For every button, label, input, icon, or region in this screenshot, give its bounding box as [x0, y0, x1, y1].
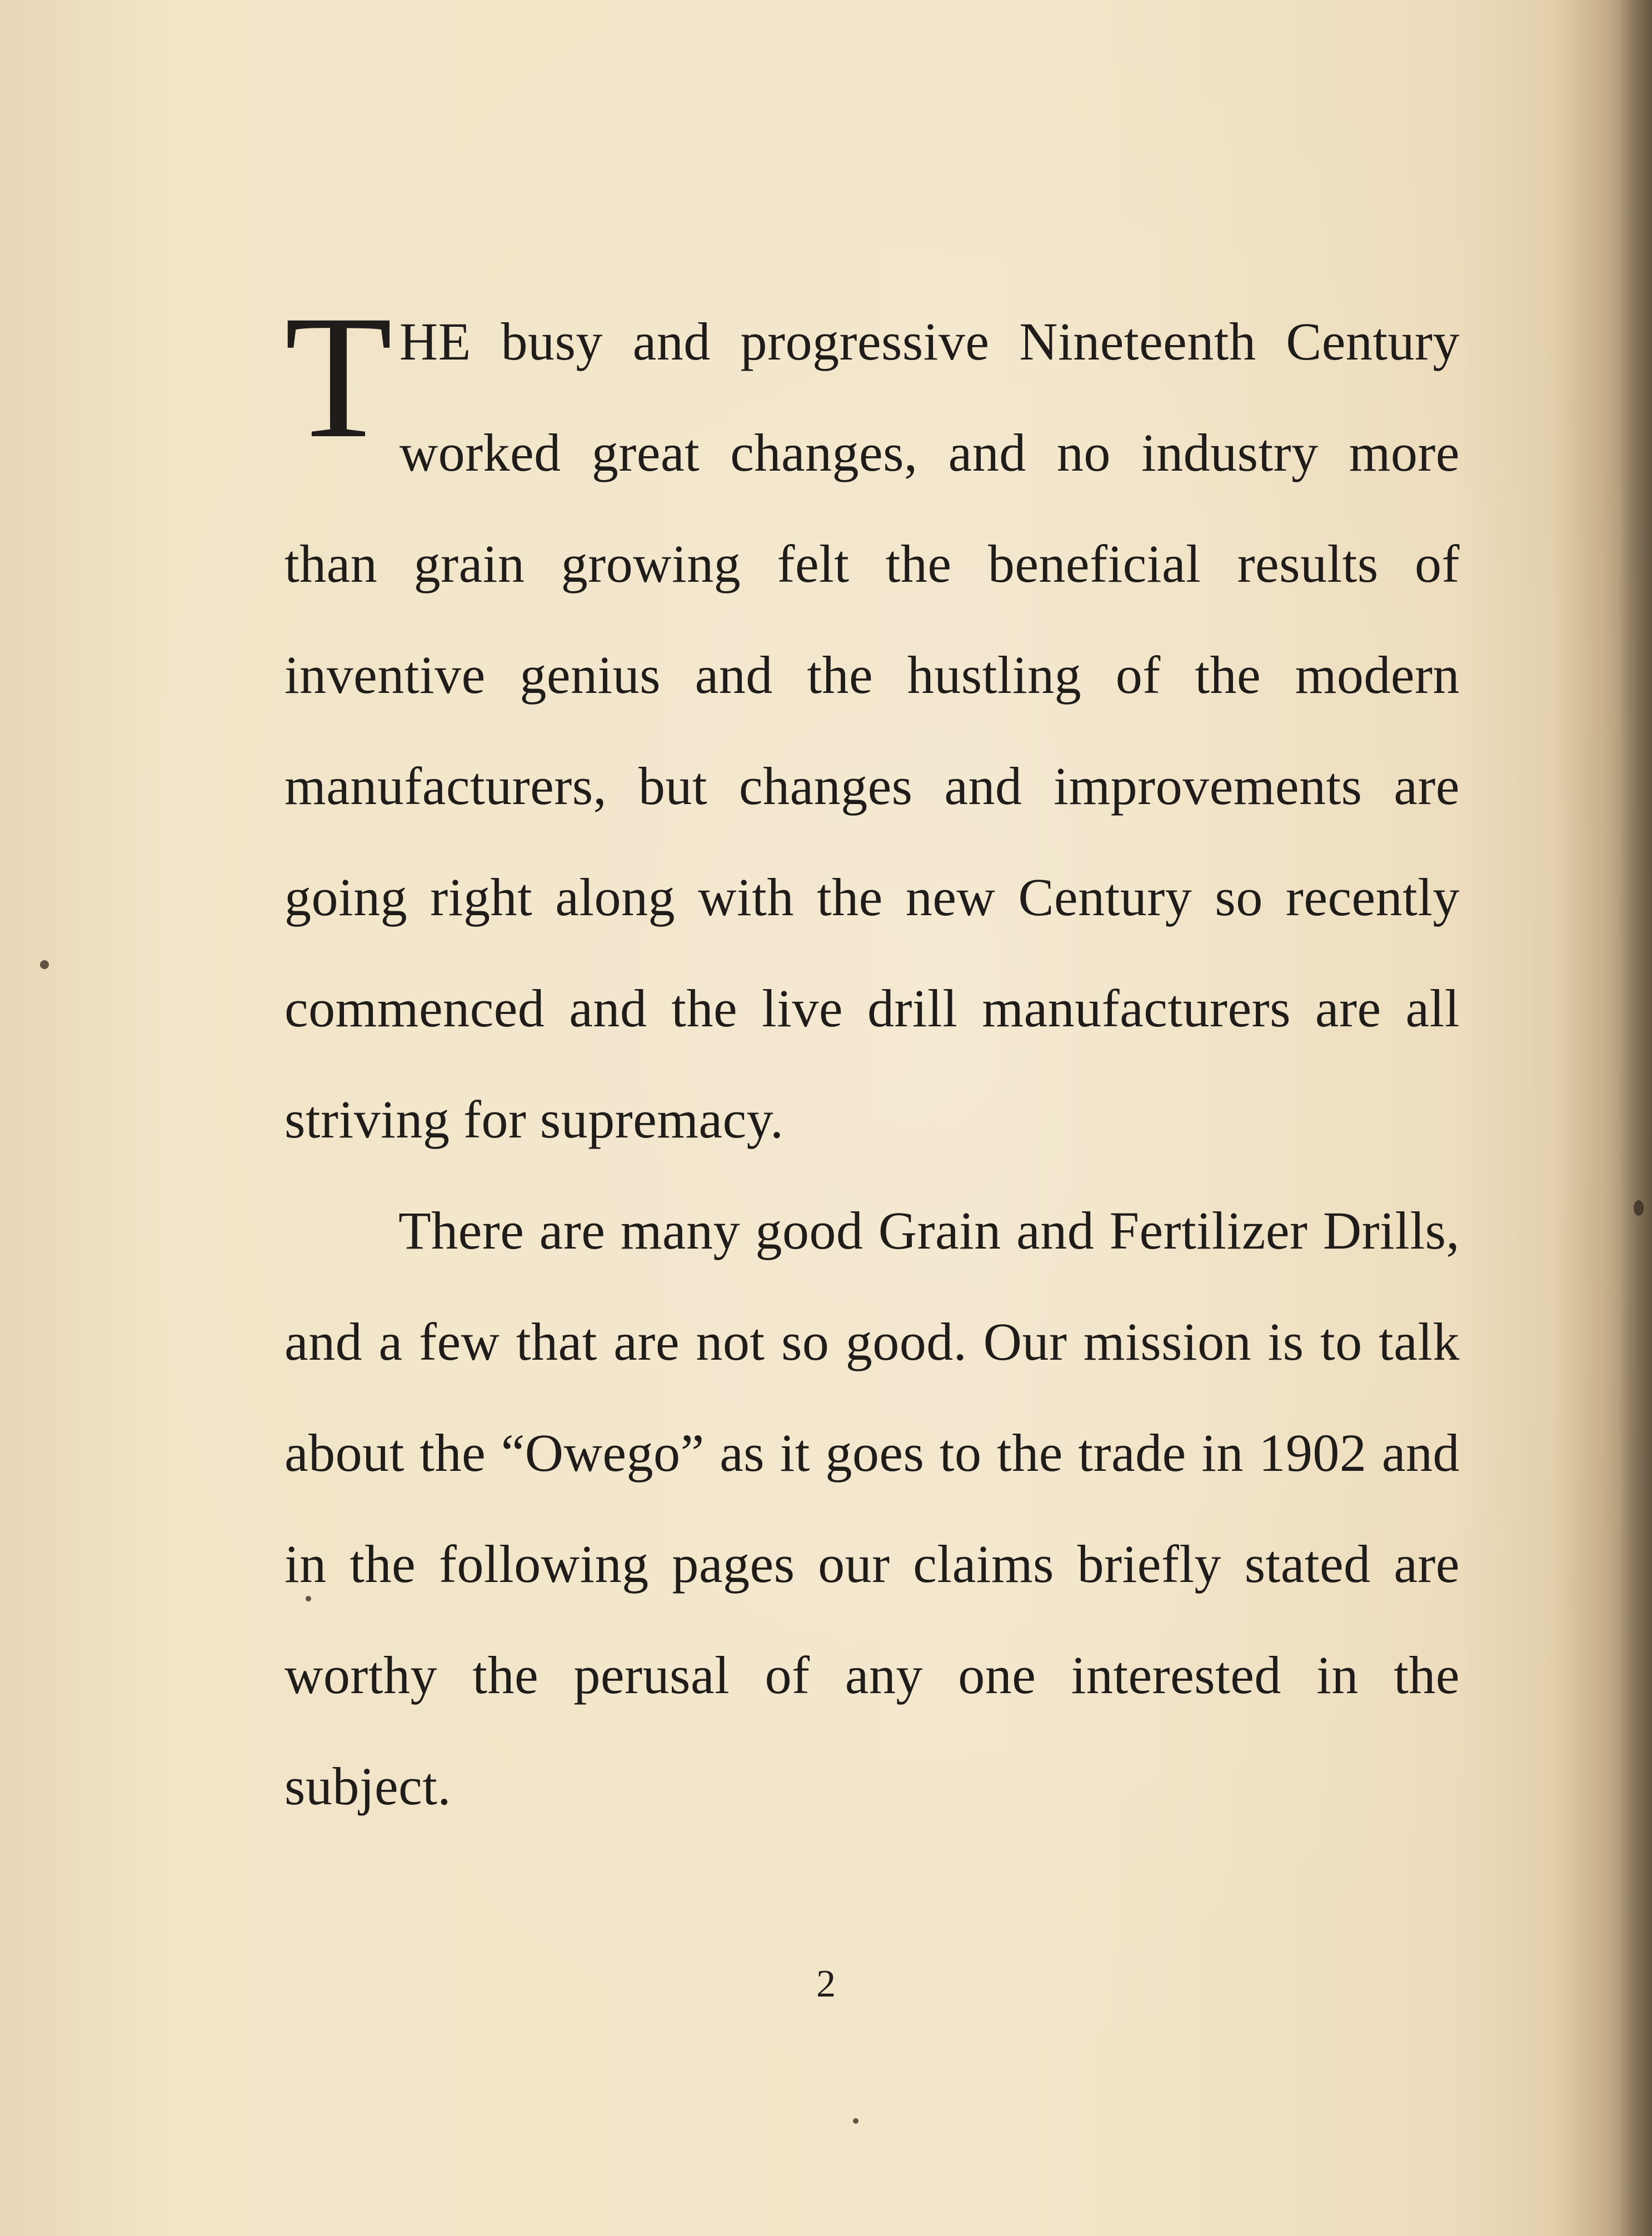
page-fold-shadow: [1619, 0, 1652, 2236]
ink-speck: [40, 960, 49, 969]
paragraph-2: [285, 1175, 1460, 1842]
ink-speck: [853, 2118, 859, 2124]
drop-cap: T: [285, 279, 393, 475]
paragraph-1: [285, 279, 1460, 1175]
body-text: [285, 279, 1460, 1842]
page-number: 2: [816, 1963, 836, 2005]
paragraph-2-text: There are many good Grain and Fertilizer Drills, and a few that are not so good. Our mission is to talk about the “Owego” as it goes to the trade in 1902 and in the following pages our claims briefly stated are worthy the perusal of any one interested in the subject.: [285, 1201, 1460, 1816]
paragraph-1-text: HE busy and progressive Nineteenth Century worked great changes, and no industry more than grain growing felt the beneficial results of inventive genius and the hustling of the modern manufacturers, but changes and improvements are going right along with the new Century so recently commenced and the live drill manufacturers are all striving for supremacy.: [285, 312, 1460, 1149]
ink-speck: [1634, 1200, 1644, 1216]
ink-speck: [306, 1596, 311, 1601]
